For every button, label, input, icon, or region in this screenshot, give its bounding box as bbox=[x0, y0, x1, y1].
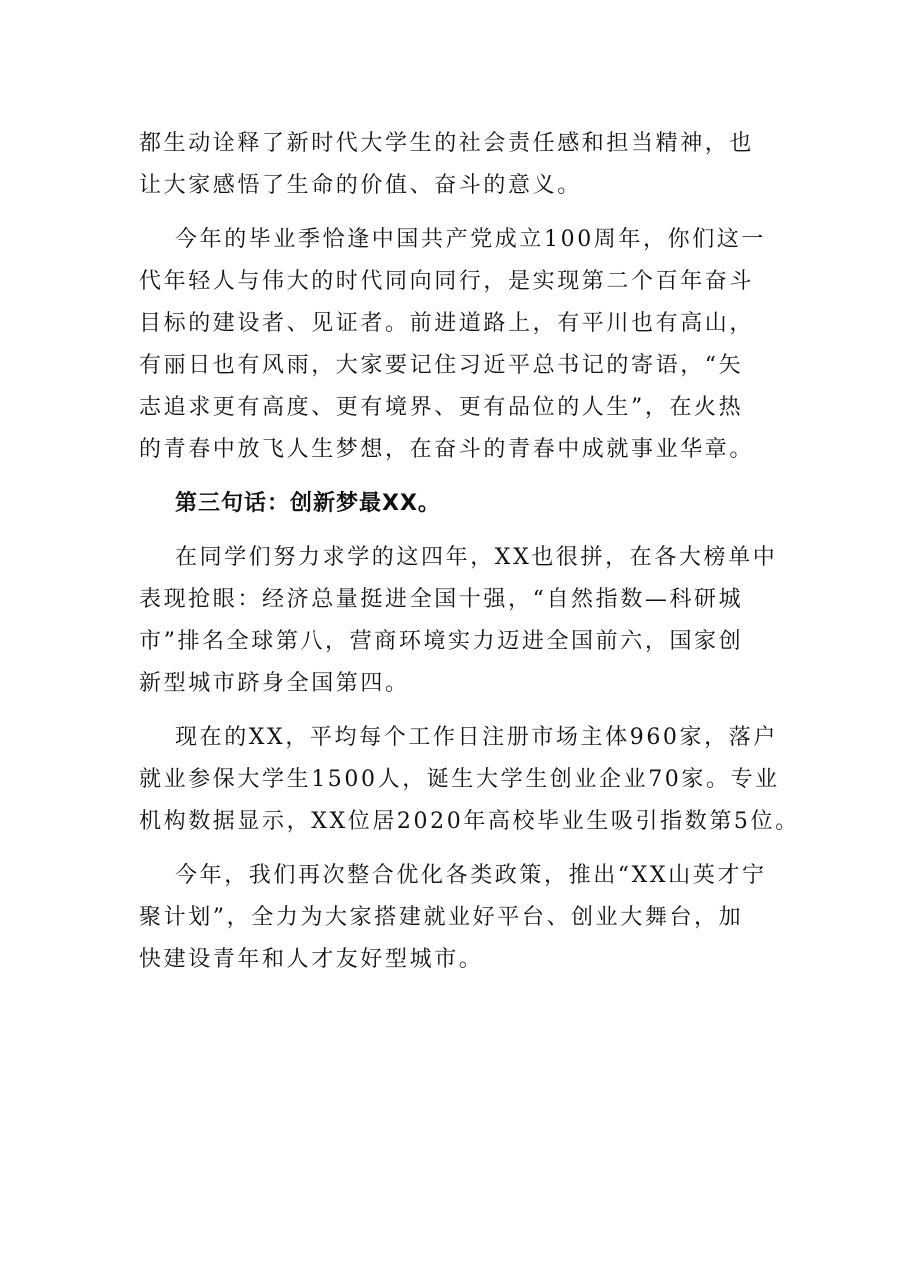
text-line: 代年轻人与伟大的时代同向同行，是实现第二个百年奋斗 bbox=[139, 269, 755, 294]
text-line: 有丽日也有风雨，大家要记住习近平总书记的寄语，“矢 bbox=[139, 353, 744, 378]
paragraph-continuation bbox=[139, 123, 779, 207]
text-line: 聚计划”，全力为大家搭建就业好平台、创业大舞台，加 bbox=[139, 905, 744, 930]
text-line: 现在的XX，平均每个工作日注册市场主体960家，落户 bbox=[175, 725, 778, 750]
text-line: 在同学们努力求学的这四年，XX也很拼，在各大榜单中 bbox=[175, 545, 778, 570]
text-line: 让大家感悟了生命的价值、奋斗的意义。 bbox=[139, 173, 582, 198]
text-line: 目标的建设者、见证者。前进道路上，有平川也有高山， bbox=[139, 311, 755, 336]
text-line: 志追求更有高度、更有境界、更有品位的人生”，在火热 bbox=[139, 395, 744, 420]
text-line: 快建设青年和人才友好型城市。 bbox=[139, 947, 484, 972]
text-line: 市”排名全球第八，营商环境实力迈进全国前六，国家创 bbox=[139, 629, 744, 654]
text-line: 就业参保大学生1500人，诞生大学生创业企业70家。专业 bbox=[139, 767, 780, 792]
text-line: 的青春中放飞人生梦想，在奋斗的青春中成就事业华章。 bbox=[139, 437, 755, 462]
section-heading bbox=[139, 483, 779, 525]
text-line: 表现抢眼：经济总量挺进全国十强，“自然指数—科研城 bbox=[139, 587, 744, 612]
text-line: 今年的毕业季恰逢中国共产党成立100周年，你们这一 bbox=[175, 227, 766, 252]
paragraph-statistics bbox=[139, 717, 800, 843]
paragraph-rankings bbox=[139, 537, 779, 705]
text-line: 都生动诠释了新时代大学生的社会责任感和担当精神，也 bbox=[139, 131, 755, 156]
text-line: 今年，我们再次整合优化各类政策，推出“XX山英才宁 bbox=[175, 863, 767, 888]
paragraph-centenary bbox=[139, 219, 779, 471]
text-line: 机构数据显示，XX位居2020年高校毕业生吸引指数第5位。 bbox=[139, 809, 800, 834]
paragraph-policy bbox=[139, 855, 779, 981]
text-line: 新型城市跻身全国第四。 bbox=[139, 671, 410, 696]
document-body bbox=[139, 123, 800, 993]
heading-line: 第三句话：创新梦最XX。 bbox=[175, 491, 441, 516]
